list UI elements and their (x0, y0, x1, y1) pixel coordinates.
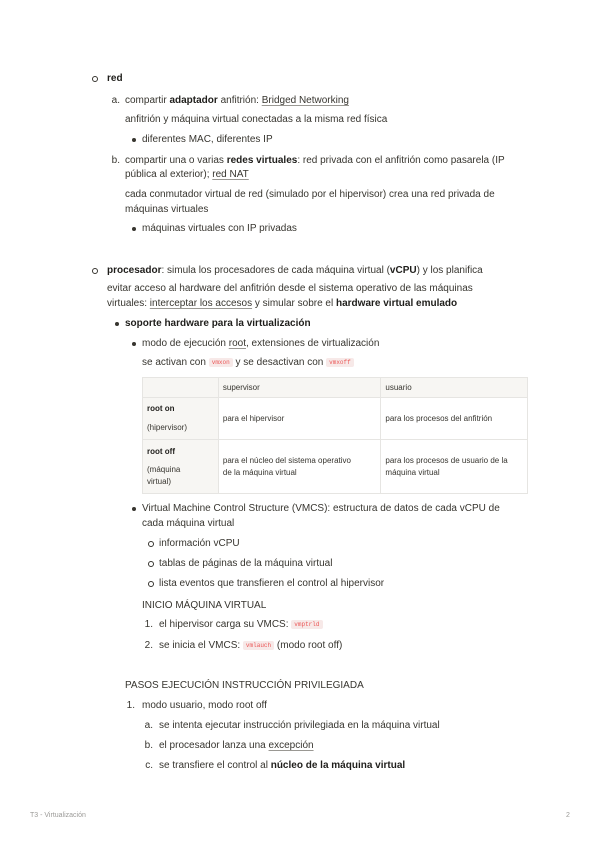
red-nat-link[interactable]: red NAT (212, 169, 249, 180)
red-b-line2: pública al exterior); red NAT (125, 169, 249, 180)
red-b-line1: compartir una o varias redes virtuales: red privada con el anfitrión como pasarela (IP (125, 155, 505, 166)
vmlauch-code: vmlauch (243, 641, 274, 650)
table-row (143, 440, 528, 494)
pasos-sub-b: el procesador lanza una excepción (159, 740, 314, 751)
table-header-empty (143, 378, 219, 398)
bullet-circle (148, 581, 154, 587)
red-a-number: a. (111, 95, 120, 106)
pasos-sub-number: a. (144, 720, 153, 731)
bullet-red (92, 76, 98, 82)
pasos-step-number: 1. (126, 700, 135, 711)
row-header-root-off: root off (máquina virtual) (143, 440, 219, 494)
interceptar-accesos-link[interactable]: interceptar los accesos (149, 298, 253, 309)
footer-title: T3 - Virtualización (30, 812, 86, 819)
red-heading: red (107, 73, 123, 84)
vmcs-item: tablas de páginas de la máquina virtual (159, 558, 333, 569)
bullet-dot (132, 342, 136, 346)
pasos-sub-c: se transfiere el control al núcleo de la máquina virtual (159, 760, 406, 771)
pasos-step-1: modo usuario, modo root off (142, 700, 267, 711)
red-a-bullet: diferentes MAC, diferentes IP (142, 134, 273, 145)
red-b-bullet: máquinas virtuales con IP privadas (142, 223, 297, 234)
procesador-line3: virtuales: interceptar los accesos y simular sobre el hardware virtual emulado (107, 298, 458, 309)
soporte-heading: soporte hardware para la virtualización (125, 318, 311, 329)
table-row (143, 398, 528, 440)
root-mode-table (142, 377, 528, 494)
inicio-step-2: se inicia el VMCS: vmlauch (modo root off) (159, 640, 343, 651)
bullet-dot (115, 322, 119, 326)
vmcs-item: lista eventos que transfieren el control al hipervisor (159, 578, 385, 589)
vmcs-item: información vCPU (159, 538, 240, 549)
pasos-sub-number: b. (144, 740, 153, 751)
pasos-heading: PASOS EJECUCIÓN INSTRUCCIÓN PRIVILEGIADA (125, 680, 364, 691)
bullet-dot (132, 507, 136, 511)
activan-line: se activan con vmxon y se desactivan con vmxoff (142, 355, 354, 371)
bullet-dot (132, 138, 136, 142)
inicio-step-1: el hipervisor carga su VMCS: vmptrld (159, 617, 323, 633)
red-a-description: anfitrión y máquina virtual conectadas a la misma red física (125, 114, 388, 125)
cell-root-on-usuario: para los procesos del anfitrión (381, 398, 528, 440)
red-b-number: b. (111, 155, 120, 166)
cell-root-off-usuario: para los procesos de usuario de la máquina virtual (381, 440, 528, 494)
excepcion-link[interactable]: excepción (268, 740, 314, 751)
procesador-line1: procesador: simula los procesadores de cada máquina virtual (vCPU) y los planifica (107, 265, 483, 276)
bullet-circle (148, 541, 154, 547)
inicio-heading: INICIO MÁQUINA VIRTUAL (142, 600, 267, 611)
procesador-line2: evitar acceso al hardware del anfitrión desde el sistema operativo de las máquinas (107, 283, 473, 294)
pasos-sub-number: c. (145, 760, 153, 771)
table-header-usuario: usuario (381, 378, 528, 398)
inicio-step-number: 1. (144, 619, 153, 630)
table-header-supervisor: supervisor (218, 378, 381, 398)
bridged-networking-link[interactable]: Bridged Networking (261, 95, 349, 106)
cell-root-on-supervisor: para el hipervisor (218, 398, 381, 440)
vmcs-line2: cada máquina virtual (142, 518, 235, 529)
vmptrld-code: vmptrld (291, 620, 322, 629)
red-a-line: compartir adaptador anfitrión: Bridged Networking (125, 95, 349, 106)
modo-ejecucion-line: modo de ejecución root, extensiones de virtualización (142, 338, 380, 349)
vmxon-code: vmxon (209, 358, 233, 367)
bullet-dot (132, 227, 136, 231)
inicio-step-number: 2. (144, 640, 153, 651)
root-link[interactable]: root (228, 338, 246, 349)
bullet-procesador (92, 268, 98, 274)
red-b-desc1: cada conmutador virtual de red (simulado por el hipervisor) crea una red privada de (125, 189, 495, 200)
pasos-sub-a: se intenta ejecutar instrucción privilegiada en la máquina virtual (159, 720, 440, 731)
vmcs-line1: Virtual Machine Control Structure (VMCS): estructura de datos de cada vCPU de (142, 503, 500, 514)
bullet-circle (148, 561, 154, 567)
red-b-desc2: máquinas virtuales (125, 204, 209, 215)
row-header-root-on: root on (hipervisor) (143, 398, 219, 440)
footer-page-number: 2 (566, 812, 570, 819)
cell-root-off-supervisor: para el núcleo del sistema operativo de la máquina virtual (218, 440, 381, 494)
vmxoff-code: vmxoff (326, 358, 354, 367)
